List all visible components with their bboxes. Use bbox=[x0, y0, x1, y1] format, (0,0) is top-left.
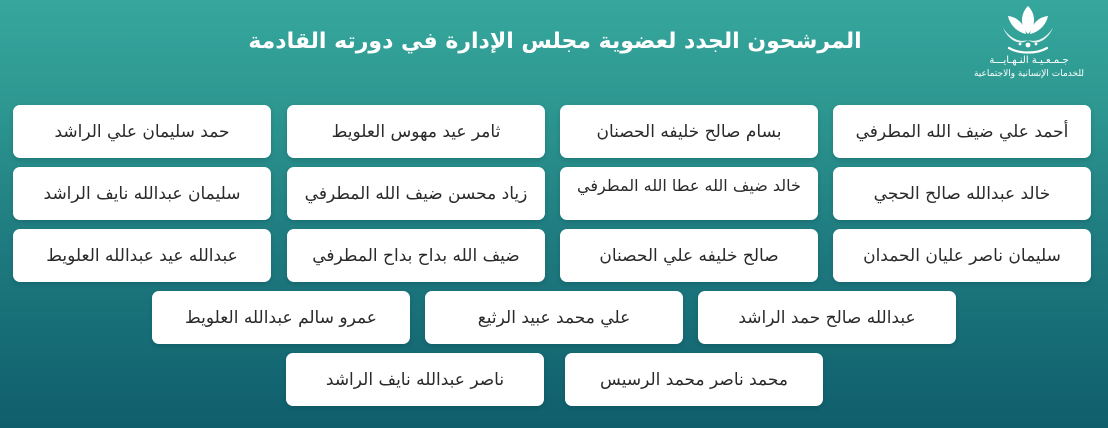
logo-subtitle: للخدمات الإنسانية والاجتماعية bbox=[973, 69, 1085, 79]
candidate-name: زياد محسن ضيف الله المطرفي bbox=[304, 183, 528, 204]
candidate-card bbox=[560, 229, 818, 282]
association-logo bbox=[964, 4, 1094, 84]
candidate-name: سليمان ناصر عليان الحمدان bbox=[863, 245, 1061, 266]
page-title: المرشحون الجدد لعضوية مجلس الإدارة في دورته القادمة bbox=[248, 29, 862, 54]
logo-name: جـمـعـيـة النـهـايـــة bbox=[989, 55, 1069, 66]
candidate-card bbox=[565, 353, 823, 406]
candidate-name: خالد عبدالله صالح الحجي bbox=[873, 183, 1051, 204]
candidate-name: علي محمد عبيد الرثيع bbox=[477, 307, 631, 328]
candidate-name: ناصر عبدالله نايف الراشد bbox=[325, 369, 505, 390]
candidate-name: حمد سليمان علي الراشد bbox=[54, 121, 230, 142]
candidate-card bbox=[13, 167, 271, 220]
candidate-name: خالد ضيف الله عطا الله المطرفي bbox=[577, 175, 801, 195]
candidate-name: ضيف الله بداح بداح المطرفي bbox=[312, 245, 520, 266]
candidate-card bbox=[560, 167, 818, 220]
candidate-card bbox=[425, 291, 683, 344]
candidate-name: أحمد علي ضيف الله المطرفي bbox=[855, 121, 1069, 142]
candidate-card bbox=[152, 291, 410, 344]
candidate-card bbox=[287, 167, 545, 220]
candidate-card bbox=[833, 229, 1091, 282]
candidate-card bbox=[13, 229, 271, 282]
lotus-leaves-icon bbox=[999, 4, 1057, 56]
candidate-name: عبدالله صالح حمد الراشد bbox=[738, 307, 916, 328]
candidate-card bbox=[833, 105, 1091, 158]
candidate-card bbox=[698, 291, 956, 344]
candidate-name: ثامر عيد مهوس العلويط bbox=[331, 121, 501, 142]
candidate-card bbox=[287, 105, 545, 158]
candidate-card bbox=[560, 105, 818, 158]
candidate-name: بسام صالح خليفه الحصنان bbox=[596, 121, 782, 142]
candidate-name: محمد ناصر محمد الرسيس bbox=[600, 369, 788, 390]
candidate-card bbox=[13, 105, 271, 158]
candidate-card bbox=[287, 229, 545, 282]
candidate-name: عبدالله عيد عبدالله العلويط bbox=[46, 245, 238, 266]
candidate-card bbox=[286, 353, 544, 406]
candidate-name: سليمان عبدالله نايف الراشد bbox=[43, 183, 241, 204]
candidate-card bbox=[833, 167, 1091, 220]
candidate-name: صالح خليفه علي الحصنان bbox=[599, 245, 779, 266]
candidate-name: عمرو سالم عبدالله العلويط bbox=[185, 307, 377, 328]
